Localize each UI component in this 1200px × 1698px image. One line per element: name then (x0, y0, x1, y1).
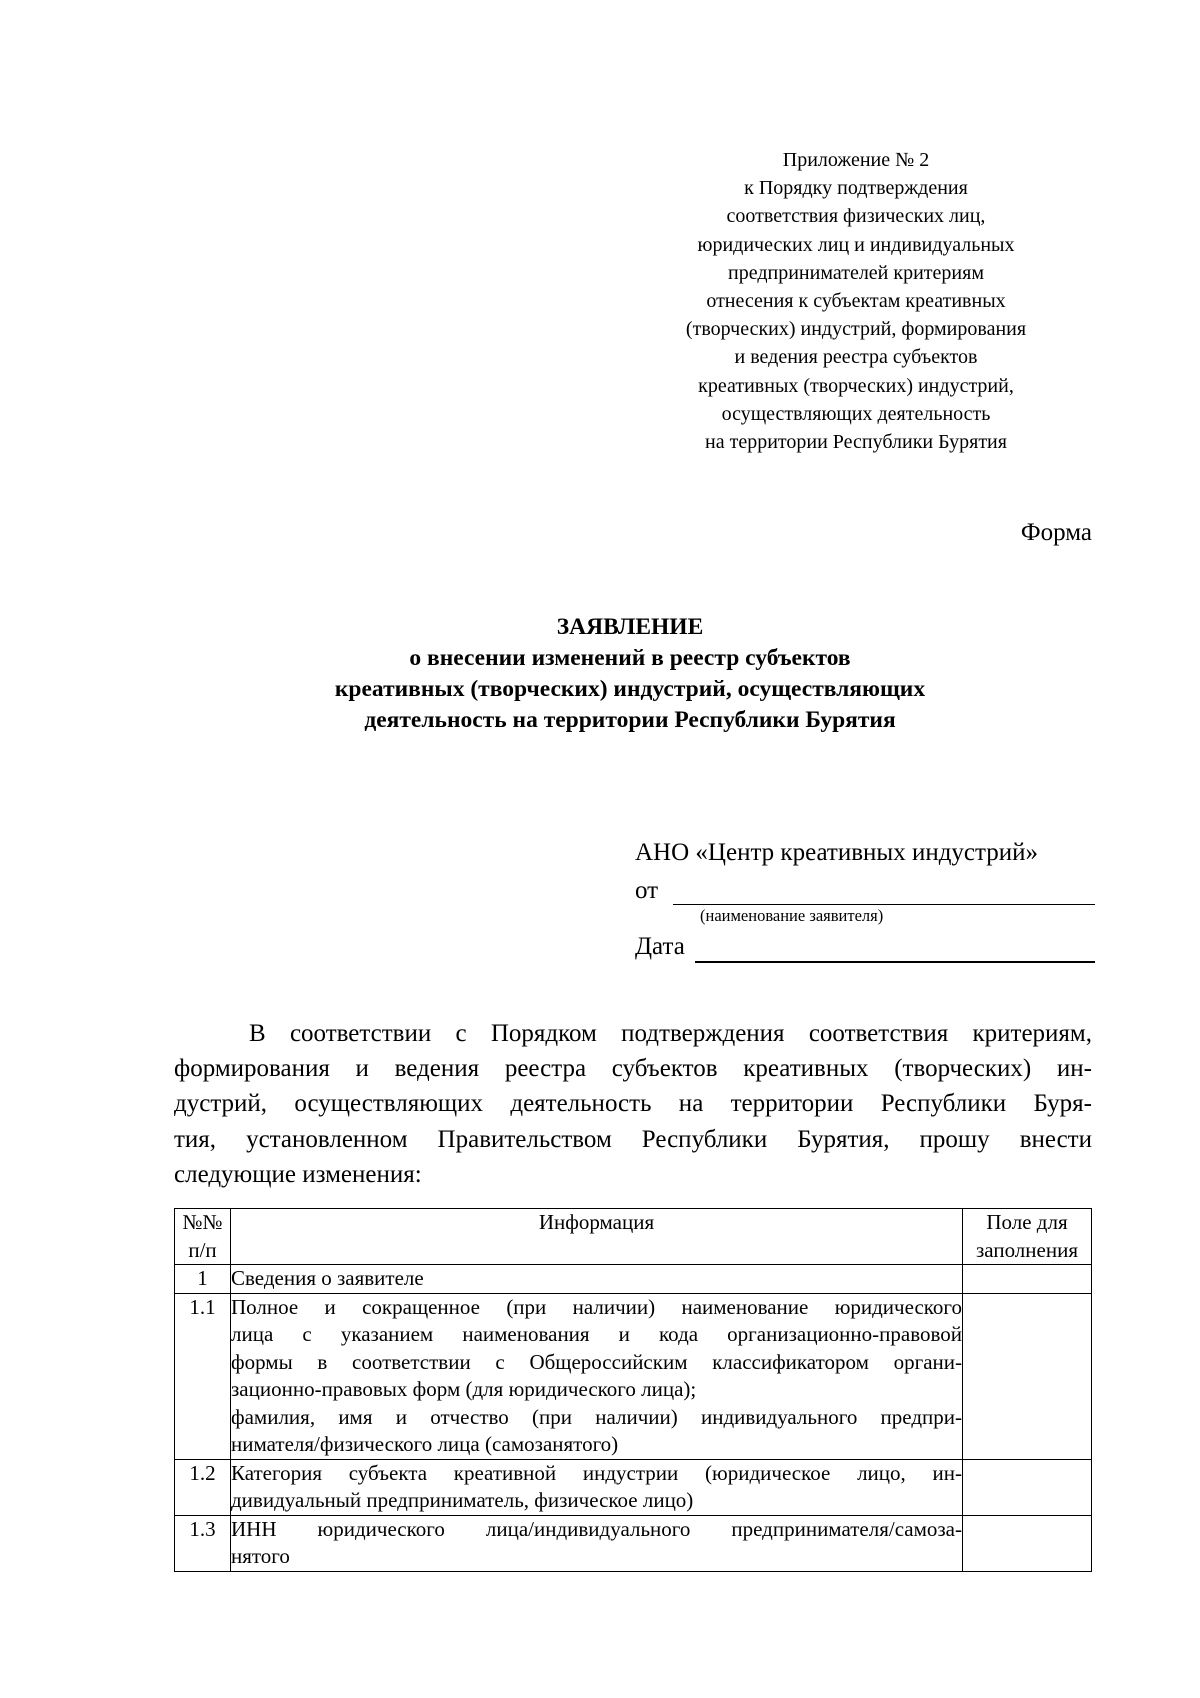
header-info-label: Информация (538, 1210, 655, 1234)
date-label: Дата (635, 933, 685, 960)
row-info (231, 1293, 963, 1459)
table-row (175, 1515, 1092, 1571)
row-info-line: Категория субъекта креативной индустрии (юридическое лицо, ин- (231, 1460, 962, 1485)
row-info (231, 1515, 963, 1571)
intro-paragraph (174, 1016, 1092, 1192)
header-field (963, 1209, 1092, 1265)
row-info-line: нятого (231, 1544, 290, 1568)
addressee-organization: АНО «Центр креативных индустрий» (635, 839, 1039, 866)
row-info-line: Полное и сокращенное (при наличии) наименование юридического (231, 1294, 962, 1319)
annex-line: предпринимателей критериям (728, 261, 984, 284)
row-info-line: Сведения о заявителе (231, 1266, 424, 1290)
header-field-line: Поле для (986, 1210, 1068, 1234)
header-field-line: заполнения (976, 1237, 1078, 1262)
header-num (175, 1209, 231, 1265)
header-num-line: п/п (188, 1237, 217, 1262)
row-number: 1.3 (175, 1515, 231, 1571)
document-title (140, 612, 1120, 736)
date-field[interactable] (635, 932, 1095, 964)
row-number: 1.1 (175, 1293, 231, 1459)
row-number: 1.2 (175, 1459, 231, 1515)
row-info-line: фамилия, имя и отчество (при наличии) индивидуального предпри- (231, 1404, 962, 1429)
annex-line: соответствия физических лиц, (726, 205, 986, 228)
annex-line: осуществляющих деятельность (721, 402, 991, 425)
changes-table (174, 1208, 1092, 1572)
applicant-name-line[interactable] (673, 904, 1095, 905)
intro-line: формирования и ведения реестра субъектов креативных (творческих) ин- (174, 1055, 1092, 1083)
header-info (231, 1209, 963, 1265)
row-input-cell[interactable] (963, 1265, 1092, 1294)
row-info-line: формы в соответствии с Общероссийским классификатором органи- (231, 1349, 962, 1374)
row-info (231, 1265, 963, 1294)
annex-line: креативных (творческих) индустрий, (698, 374, 1014, 397)
row-info-line: нимателя/физического лица (самозанятого) (231, 1432, 619, 1456)
title-line: креативных (творческих) индустрий, осуществляющих (334, 676, 926, 702)
row-info (231, 1459, 963, 1515)
intro-line: дустрий, осуществляющих деятельность на территории Республики Буря- (174, 1090, 1092, 1118)
form-label: Форма (1020, 519, 1092, 546)
annex-line: к Порядку подтверждения (744, 177, 968, 200)
title-line: о внесении изменений в реестр субъектов (409, 645, 851, 671)
row-info-line: дивидуальный предприниматель, физическое лицо) (231, 1488, 694, 1512)
table-header-row (175, 1209, 1092, 1265)
row-info-line: зационно-правовых форм (для юридического лица); (231, 1377, 697, 1401)
annex-line: отнесения к субъектам креативных (706, 290, 1006, 313)
title-line: деятельность на территории Республики Бурятия (364, 707, 896, 733)
row-input-cell[interactable] (963, 1293, 1092, 1459)
table-row (175, 1265, 1092, 1294)
intro-line: тия, установленном Правительством Республики Бурятия, прошу внести (174, 1125, 1092, 1153)
intro-line: В соответствии с Порядком подтверждения соответствия критериям, (249, 1020, 1092, 1047)
table-row (175, 1459, 1092, 1515)
intro-line: следующие изменения: (174, 1160, 422, 1188)
row-info-line: ИНН юридического лица/индивидуального предпринимателя/самоза- (231, 1516, 962, 1541)
annex-header (640, 146, 1072, 456)
annex-line: на территории Республики Бурятия (705, 431, 1007, 454)
from-field[interactable] (635, 876, 1095, 908)
annex-line: и ведения реестра субъектов (734, 346, 978, 369)
from-label: от (635, 877, 659, 904)
date-line[interactable] (695, 961, 1095, 963)
annex-line: (творческих) индустрий, формирования (685, 318, 1027, 341)
annex-line: юридических лиц и индивидуальных (697, 233, 1015, 256)
row-number: 1 (175, 1265, 231, 1294)
row-info-line: лица с указанием наименования и кода организационно-правовой (231, 1322, 962, 1346)
row-input-cell[interactable] (963, 1515, 1092, 1571)
header-num-line: №№ (182, 1210, 223, 1234)
annex-line: Приложение № 2 (782, 149, 930, 171)
applicant-name-caption: (наименование заявителя) (700, 906, 884, 925)
table-row (175, 1293, 1092, 1459)
title-heading: ЗАЯВЛЕНИЕ (556, 614, 704, 640)
row-input-cell[interactable] (963, 1459, 1092, 1515)
